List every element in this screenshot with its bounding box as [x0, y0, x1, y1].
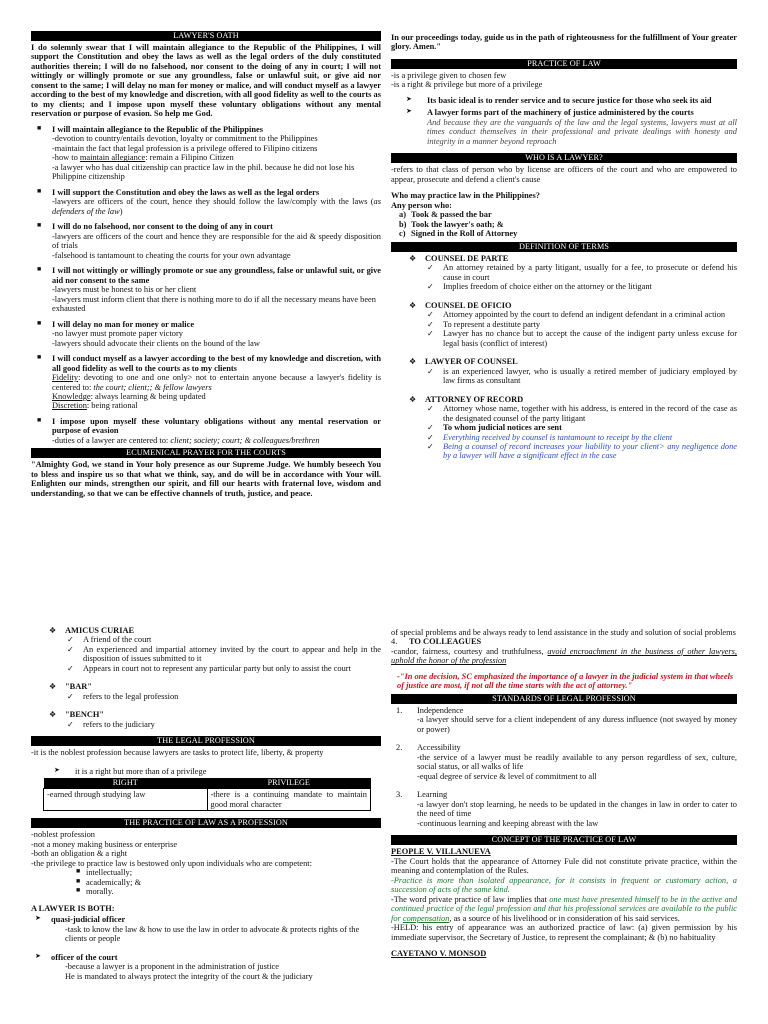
term-detail: ✓ refers to the legal profession: [67, 691, 179, 701]
oath-point-conduct: ■ I will conduct myself as a lawyer according to the best of my knowledge and discretion, with all good fidelity as well to the courts as to my clients Fidelity: devoting to one and one only> not to entertain anyone because a lawyer's fidelity is centered to: the court; client;; & fellow lawyers Knowledge: always learning & being updated Discretion: being rational: [37, 353, 381, 411]
competence-item: ■ intellectually;: [76, 867, 133, 878]
a-lawyer-is-both-title: A LAWYER IS BOTH:: [31, 903, 115, 913]
term-detail: ✓ Appears in court not to represent any particular party but only to assist the court: [67, 663, 351, 673]
oath-point-groundless-suit: ■ I will not wittingly or willingly promote or sue any groundless, false or unlawful suit, or give aid nor consent to the same -lawyers must be honest to his or her client -lawyers must inform client that there is nothing more to do if all the necessary means have been exhausted: [37, 265, 381, 314]
section-header-practice-of-law: PRACTICE OF LAW: [391, 59, 737, 69]
page1-left-column: [31, 31, 381, 498]
check-icon: ✓: [67, 644, 74, 654]
check-icon: ✓: [427, 263, 434, 273]
social-problems-continuation: of special problems and be always ready to lend assistance in the study and solution of social problems: [391, 628, 736, 637]
arrow-bullet-icon: ➤: [35, 914, 41, 923]
arrow-bullet-icon: ➤: [35, 951, 41, 960]
square-bullet-icon: ■: [76, 876, 81, 885]
oath-point-obligations: ■ I impose upon myself these voluntary obligations without any mental reservation or purpose of evasion -duties of a lawyer are centered to: client; society; court; & colleagues/brethren: [37, 415, 381, 445]
term-detail: ✓ Lawyer has no chance but to accept the cause of the indigent party unless excuse for legal basis (conflict of interest): [427, 329, 737, 348]
term-detail: ✓ Everything received by counsel is tantamount to receipt by the client: [427, 432, 673, 442]
sc-decision-quote: -"In one decision, SC emphasized the importance of a lawyer in the judicial system in that wheels of justice are most, if not all the time starts with the act of attorney.": [397, 671, 734, 691]
term-detail: ✓ Attorney appointed by the court to defend an indigent defendant in a criminal action: [427, 310, 726, 320]
term-detail: ✓ Attorney whose name, together with his address, is entered in the record of the case as the designated counsel of the party litigant: [427, 404, 737, 423]
square-bullet-icon: ■: [37, 318, 42, 327]
table-header-privilege: PRIVILEGE: [207, 778, 371, 789]
to-colleagues-emphasis: avoid encroachment in the business of other lawyers, uphold the honor of the profession: [391, 646, 737, 666]
table-header-right: RIGHT: [44, 778, 208, 789]
diamond-bullet-icon: ❖: [409, 300, 417, 310]
term-attorney-of-record: ❖ ATTORNEY OF RECORD: [409, 394, 524, 404]
square-bullet-icon: ■: [37, 265, 42, 274]
term-lawyer-of-counsel: ❖ LAWYER OF COUNSEL: [409, 357, 518, 367]
page2-right-column: of special problems and be always ready to lend assistance in the study and solution of social problems 4. TO COLLEAGUES -candor, fairness, courtesy and truthfulness, avoid encroachment in the business of other lawyers, uphold the honor of the profession -"In one decision, SC emphasized the importance of a lawyer in the judicial system in that wheels of justice are most, if not all the time starts with the act of attorney." STANDARDS OF LEGAL PROFESSION 1. Independence -a lawyer should serve for a client independent of any duress influence (not swayed by money or power) 2. Accessibility -the service of a lawyer must be readily available to any person regardless of sex, culture, social status, or all walks of life -equal degree of service & level of commitment to all 3. Learning -a lawyer don't stop learning, he needs to be updated in the changes in law in order to cater to the need of time -continuous learning and keeping abreast with the law CONCEPT OF THE PRACTICE OF LAW PEOPLE V. VILLANUEVA -The Court holds that the appearance of Attorney Fule did not constitute private practice, within the meaning and contemplation of the Rules. -Practice is more than isolated appearance, for it consists in frequent or customary action, a succession of acts of the same kind. -The word private practice of law implies that one must have presented himself to be in the active and continued practice of the legal profession and that his professional services are available to the public for compensation, as a source of his livelihood or in consideration of his said services. -HELD: his entry of appearance was an authorized practice of law: (a) given permission by his immediate supervisor, the Secretary of Justice, to represent the complainant; & (b) no habituality CAYETANO V. MONSOD: [391, 628, 738, 959]
practice-of-law-ideal: ➤ Its basic ideal is to render service and to secure justice for those who seek its aid: [406, 94, 712, 105]
check-icon: ✓: [427, 423, 434, 433]
page2-left-column: [31, 626, 381, 981]
profession-line: -both an obligation & a right: [31, 849, 128, 859]
term-counsel-de-oficio: ❖ COUNSEL DE OFICIO: [409, 300, 512, 310]
term-detail: ✓ Implies freedom of choice either on the attorney or the litigant: [427, 282, 652, 292]
requirement-item: a) Took & passed the bar: [399, 210, 492, 220]
arrow-bullet-icon: ➤: [54, 765, 60, 774]
check-icon: ✓: [67, 635, 74, 645]
check-icon: ✓: [427, 282, 434, 292]
oath-point-allegiance: ■ I will maintain allegiance to the Republic of the Philippines -devotion to country/entails devotion, loyalty or commitment to the Philippines -maintain the fact that legal profession is a privilege offered to Filipino citizens -how to maintain allegiance: remain a Filipino Citizen -a lawyer who has dual citizenship can practice law in the phil. because he did not lose his Philippine citizenship: [37, 123, 355, 182]
who-may-practice-question: Who may practice law in the Philippines?: [391, 191, 540, 201]
section-header-standards: STANDARDS OF LEGAL PROFESSION: [391, 694, 737, 704]
section-header-lawyers-oath: LAWYER'S OATH: [31, 31, 381, 41]
square-bullet-icon: ■: [37, 186, 42, 195]
diamond-bullet-icon: ❖: [409, 394, 417, 404]
any-person-who: Any person who:: [391, 200, 452, 210]
prayer-text: "Almighty God, we stand in Your holy presence as our Supreme Judge. We humbly beseech You to bless and inspire us so that what we think, say, and do will be in accordance with Your will. Enlighten our minds, strengthen our spirit, and fill our hearts with fraternal love, wisdom and understanding, so that we can be effective channels of truth, justice, and peace.: [31, 460, 381, 498]
section-header-ecumenical-prayer: ECUMENICAL PRAYER FOR THE COURTS: [31, 448, 381, 458]
square-bullet-icon: ■: [76, 867, 81, 876]
oath-point-delay: ■ I will delay no man for money or malice -no lawyer must promote paper victory -lawyers should advocate their clients on the bound of the law: [37, 318, 260, 348]
to-colleagues-item: 4. TO COLLEAGUES: [391, 637, 482, 647]
right-vs-privilege-table: [43, 778, 371, 811]
term-counsel-de-parte: ❖ COUNSEL DE PARTE: [409, 253, 509, 263]
profession-line: -not a money making business or enterprise: [31, 839, 178, 849]
quasi-judicial-officer: ➤ quasi-judicial officer -task to know the law & how to use the law in order to advocate & protects rights of the clients or people: [35, 914, 360, 944]
section-header-who-is-a-lawyer: WHO IS A LAWYER?: [391, 153, 737, 163]
oath-point-falsehood: ■ I will do no falsehood, nor consent to the doing of any in court -lawyers are officers of the court and hence they are responsible for the aid & speedy disposition of trials -falsehood is tantamount to cheating the courts for your own advantage: [37, 221, 381, 260]
competence-item: ■ morally.: [76, 886, 114, 897]
table-row: [44, 789, 371, 811]
diamond-bullet-icon: ❖: [409, 357, 417, 367]
term-bar: ❖ "BAR": [49, 682, 92, 692]
square-bullet-icon: ■: [37, 123, 42, 132]
oath-point-constitution: ■ I will support the Constitution and obey the laws as well as the legal orders -lawyers are officers of the court, hence they should follow the law/comply with the laws (as defenders of the law): [37, 186, 381, 216]
section-header-definition-of-terms: DEFINITION OF TERMS: [391, 242, 737, 252]
check-icon: ✓: [427, 432, 434, 442]
term-bench: ❖ "BENCH": [49, 710, 105, 720]
diamond-bullet-icon: ❖: [49, 626, 57, 635]
check-icon: ✓: [427, 310, 434, 320]
competence-item: ■ academically; &: [76, 876, 142, 887]
case-held: -HELD: his entry of appearance was an authorized practice of law: (a) given permission by his immediate supervisor, the Secretary of Justice, to represent the complainant; & (b) no habituality: [391, 923, 737, 942]
square-bullet-icon: ■: [37, 221, 42, 230]
prayer-continuation: In our proceedings today, guide us in the path of righteousness for the fulfillment of Your greater glory. Amen.": [391, 33, 737, 52]
profession-line: -noblest profession: [31, 830, 95, 840]
to-colleagues-text: -candor, fairness, courtesy and truthfulness,: [391, 646, 548, 656]
case-people-v-villanueva: PEOPLE V. VILLANUEVA: [391, 847, 491, 857]
requirement-item: b) Took the lawyer's oath; &: [399, 219, 504, 229]
section-header-legal-profession: THE LEGAL PROFESSION: [31, 736, 381, 746]
check-icon: ✓: [427, 366, 434, 376]
diamond-bullet-icon: ❖: [409, 253, 417, 263]
term-detail: ✓ To whom judicial notices are sent: [427, 423, 562, 433]
check-icon: ✓: [427, 319, 434, 329]
diamond-bullet-icon: ❖: [49, 682, 57, 692]
legal-profession-text: -it is the noblest profession because lawyers are tasks to protect life, liberty, & property: [31, 748, 324, 758]
section-header-concept-of-practice: CONCEPT OF THE PRACTICE OF LAW: [391, 835, 737, 845]
page1-right-column: [391, 33, 737, 461]
case-text-emphasis: -Practice is more than isolated appearance, for it consists in frequent or customary action, a succession of acts of the same kind.: [391, 875, 737, 895]
square-bullet-icon: ■: [37, 415, 42, 424]
section-header-practice-as-profession: THE PRACTICE OF LAW AS A PROFESSION: [31, 818, 381, 828]
standard-learning: 3. Learning -a lawyer don't stop learning, he needs to be updated in the changes in law in order to cater to the need of time -continuous learning and keeping abreast with the law: [396, 790, 737, 828]
check-icon: ✓: [427, 404, 434, 414]
table-cell: -earned through studying law: [44, 789, 208, 811]
practice-of-law-machinery: ➤ A lawyer forms part of the machinery of justice administered by the courts And because they are the vanguards of the law and the legal systems, lawyers must at all times conduct themselves in their professional and private dealings with honesty and integrity in a manner beyond reproach: [406, 107, 737, 146]
standard-accessibility: 2. Accessibility -the service of a lawyer must be readily available to any person regardless of sex, culture, social status, or all walks of life -equal degree of service & level of commitment to all: [396, 743, 737, 781]
check-icon: ✓: [67, 691, 74, 701]
diamond-bullet-icon: ❖: [49, 710, 57, 720]
term-detail: ✓ An attorney retained by a party litigant, usually for a fee, to prosecute or defend his cause in court: [427, 263, 737, 282]
check-icon: ✓: [67, 719, 74, 729]
profession-line: -the privilege to practice law is bestowed only upon individuals who are competent:: [31, 858, 312, 868]
case-cayetano-v-monsod: CAYETANO V. MONSOD: [391, 949, 487, 959]
officer-of-the-court: ➤ officer of the court -because a lawyer is a proponent in the administration of justice He is mandated to always protect the integrity of the court & the judiciary: [35, 951, 313, 981]
page-2: [0, 600, 768, 1024]
practice-of-law-line: -is a right & privilege but more of a privilege: [391, 80, 543, 90]
requirement-item: c) Signed in the Roll of Attorney: [399, 229, 518, 239]
standard-independence: 1. Independence -a lawyer should serve for a client independent of any duress influence (not swayed by money or power): [396, 705, 737, 734]
arrow-bullet-icon: ➤: [406, 94, 412, 103]
term-detail: ✓ A friend of the court: [67, 635, 152, 645]
term-detail: ✓ Being a counsel of record increases your liability to your client> any negligence done by a lawyer will have a significant effect in the case: [427, 441, 737, 461]
oath-text: I do solemnly swear that I will maintain allegiance to the Republic of the Philippines, I will support the Constitution and obey the laws as well as the legal orders of the duly constituted authorities therein; I will do no falsehood, nor consent to the doing of any in court; I will not wittingly or willingly promote or sue any groundless, false or unlawful suit, or give aid nor consent to the same; I will delay no man for money or malice, and will conduct myself as a lawyer according to the best of my knowledge and discretion, with all good fidelity as well to the courts as to my clients; and I impose upon myself these voluntary obligations without any mental reservation or purpose of evasion. So help me God.: [31, 43, 381, 119]
term-detail: ✓ refers to the judiciary: [67, 719, 155, 729]
check-icon: ✓: [427, 329, 434, 339]
table-cell: -there is a continuing mandate to maintain good moral character: [207, 789, 371, 811]
arrow-bullet-icon: ➤: [406, 107, 412, 116]
square-bullet-icon: ■: [76, 886, 81, 895]
check-icon: ✓: [427, 441, 434, 451]
term-amicus-curiae: ❖ AMICUS CURIAE: [49, 626, 135, 635]
who-is-a-lawyer-text: -refers to that class of person who by license are officers of the court and who are empowered to appear, prosecute and defend a client's cause: [391, 165, 737, 184]
case-text: -The Court holds that the appearance of Attorney Fule did not constitute private practice, within the meaning and contemplation of the Rules.: [391, 856, 737, 876]
term-detail: ✓ To represent a destitute party: [427, 319, 541, 329]
check-icon: ✓: [67, 663, 74, 673]
square-bullet-icon: ■: [37, 353, 42, 362]
term-detail: ✓ An experienced and impartial attorney invited by the court to appear and help in the disposition of issues submitted to it: [67, 644, 381, 664]
right-privilege-note: ➤ it is a right but more than of a privilege: [54, 765, 207, 776]
term-detail: ✓ is an experienced lawyer, who is usually a retired member of judiciary employed by law firms as consultant: [427, 366, 737, 386]
practice-of-law-line: -is a privilege given to chosen few: [391, 70, 507, 80]
